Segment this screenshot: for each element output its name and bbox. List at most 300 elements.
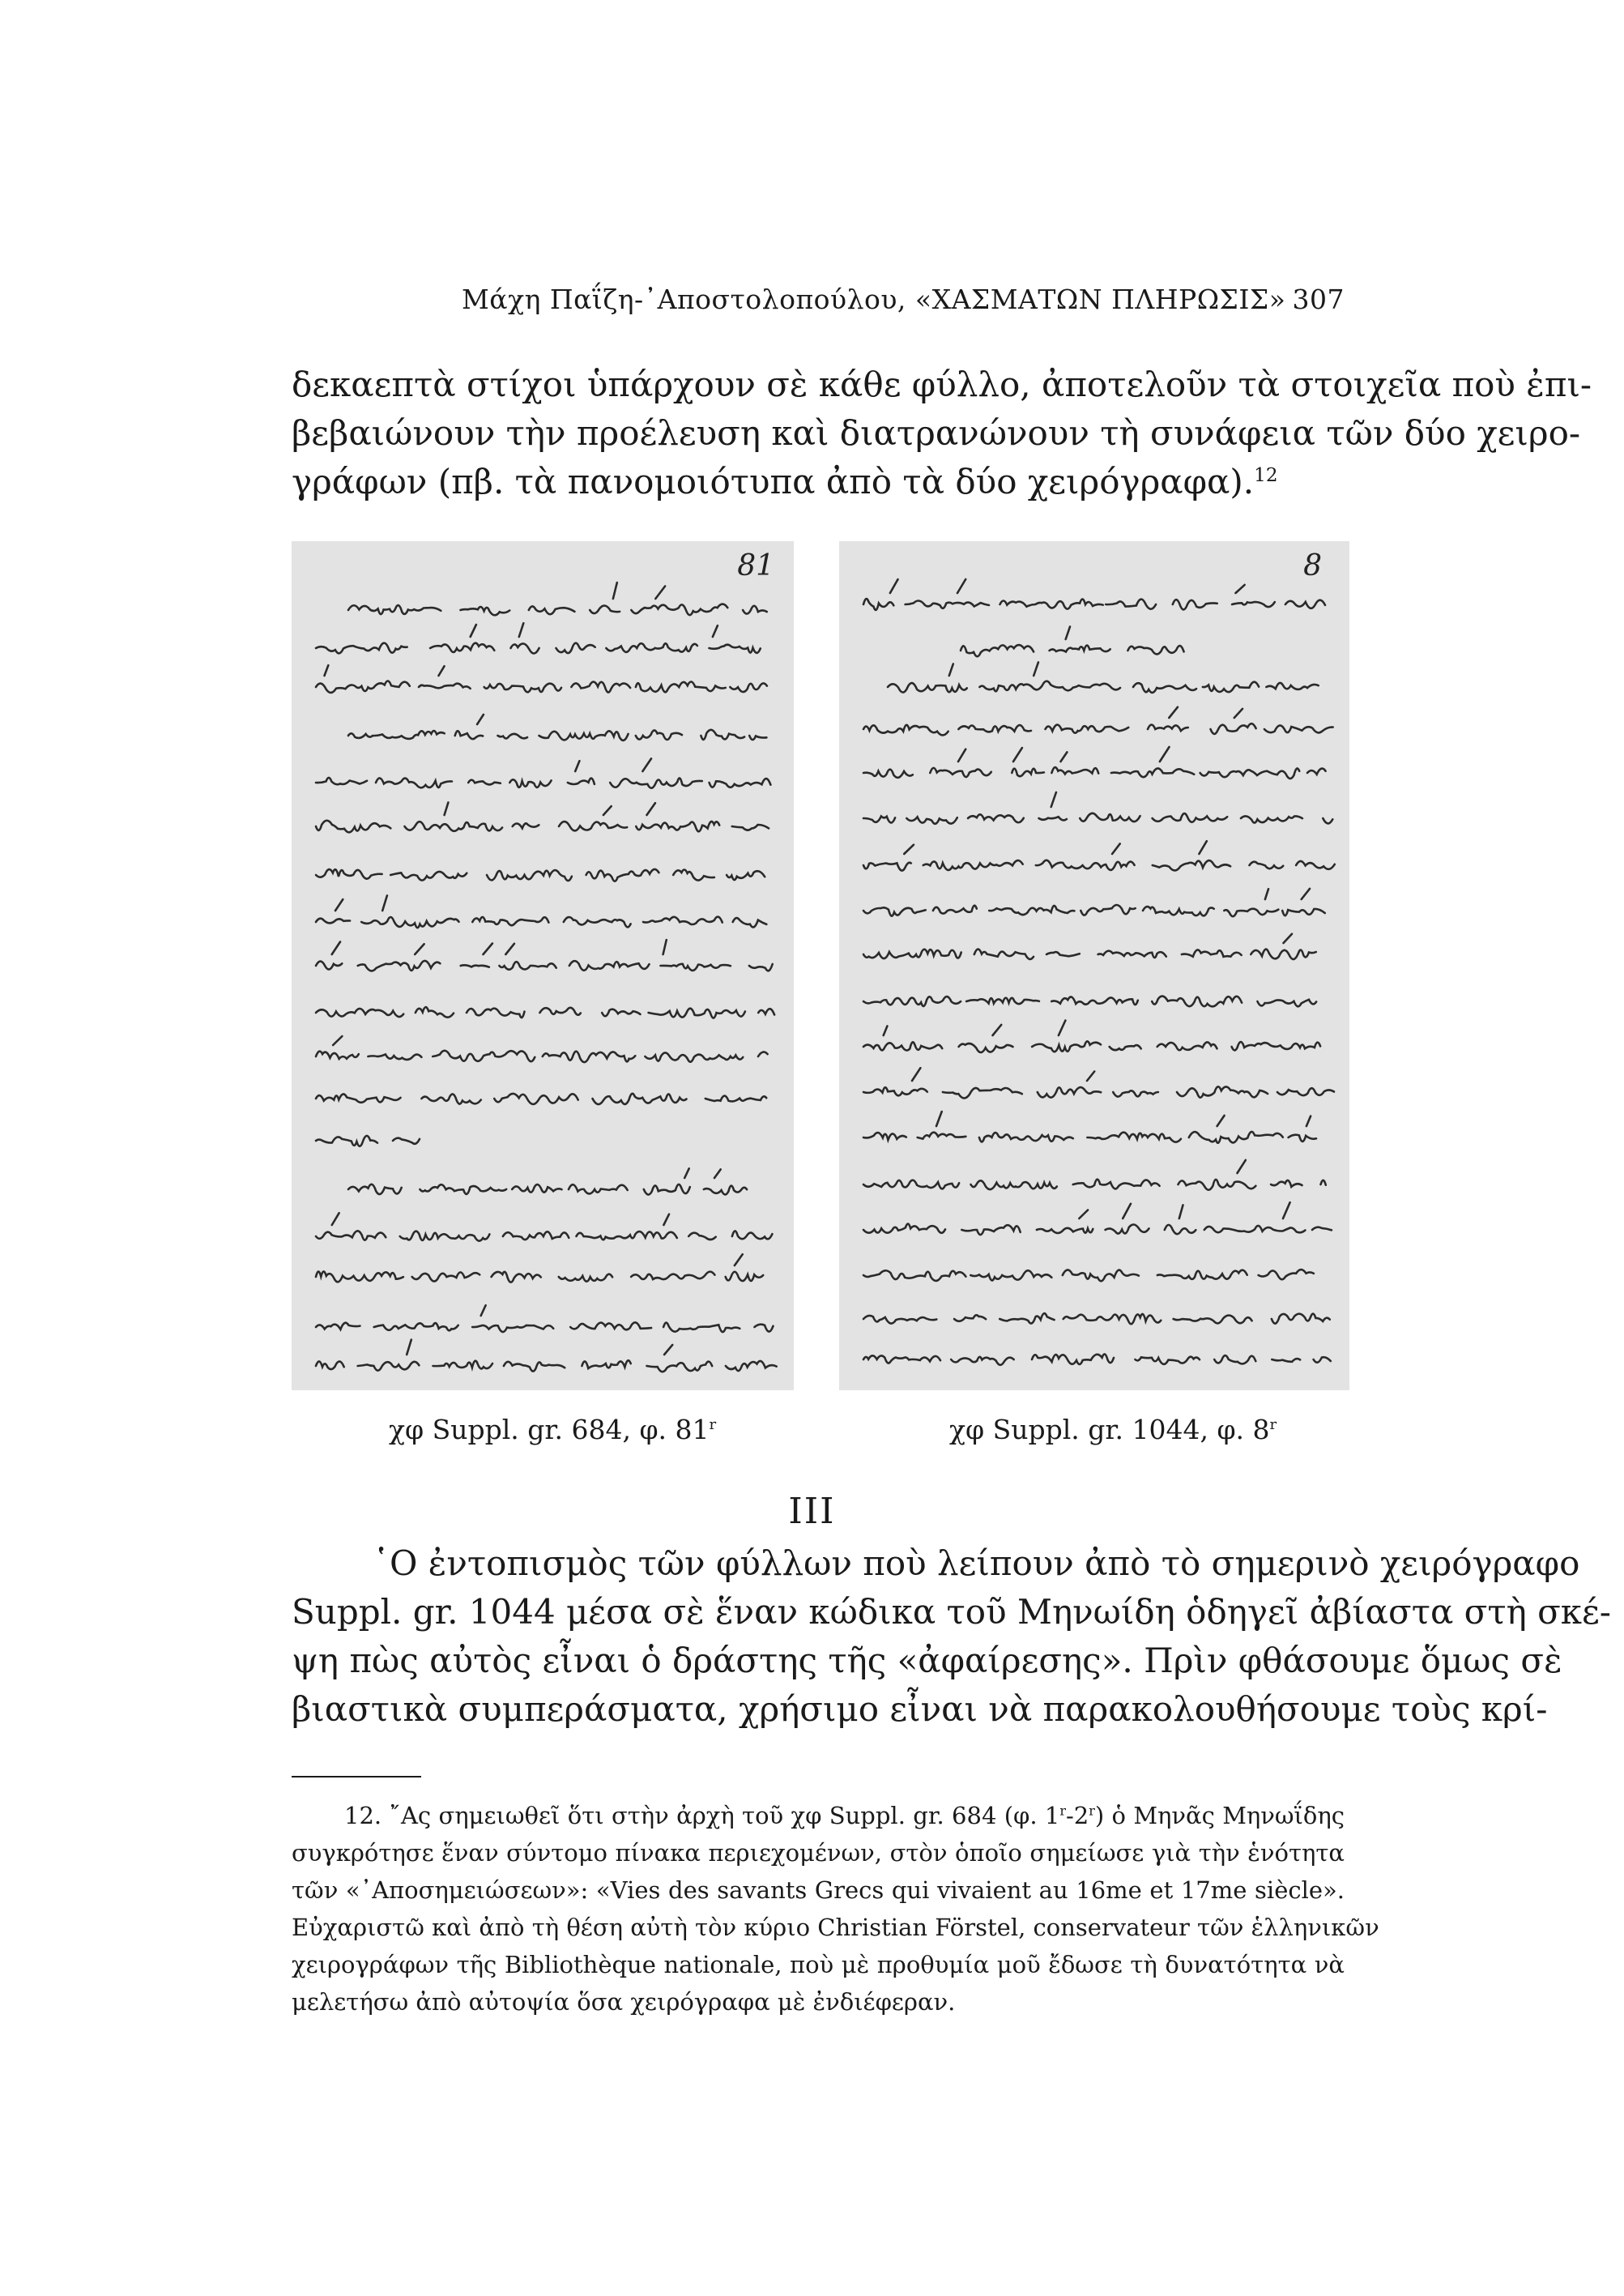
handwriting-word [1323, 818, 1332, 823]
folio-number: 81 [737, 549, 774, 583]
handwriting-word [316, 821, 390, 833]
handwriting-word [631, 604, 727, 616]
handwriting-word [1081, 905, 1135, 915]
handwriting-word [958, 725, 1031, 732]
handwriting-word [636, 730, 682, 740]
handwriting-word [1148, 725, 1188, 732]
handwriting-word [1272, 1359, 1300, 1362]
handwriting-accent [642, 758, 651, 771]
handwriting-word [673, 869, 714, 880]
handwriting-word [559, 822, 627, 830]
handwriting-word [316, 681, 410, 692]
handwriting-accent [957, 579, 965, 593]
handwriting-word [863, 1316, 936, 1324]
handwriting-word [1200, 769, 1300, 779]
handwriting-word [1073, 1180, 1160, 1189]
handwriting-accent [904, 845, 914, 854]
folio-number: 8 [1303, 549, 1322, 583]
handwriting-word [1232, 602, 1275, 607]
handwriting-word [582, 1360, 630, 1368]
handwriting-word [503, 1231, 569, 1240]
handwriting-word [400, 1231, 490, 1241]
section-heading: III [788, 1491, 836, 1532]
handwriting-word [1289, 1135, 1316, 1142]
handwriting-word [1106, 1224, 1149, 1233]
handwriting-word [1000, 600, 1103, 609]
handwriting-word [923, 860, 1023, 870]
text-line [292, 458, 1345, 506]
handwriting-word [1241, 816, 1302, 822]
handwriting-word [593, 1094, 687, 1104]
handwriting-word [749, 736, 766, 740]
handwriting-word [1036, 860, 1135, 870]
handwriting-word [688, 1233, 716, 1240]
handwriting-word [1157, 1042, 1217, 1050]
handwriting-word [758, 1009, 774, 1014]
handwriting-word [430, 643, 494, 652]
handwriting-word [433, 1051, 535, 1061]
handwriting-word [863, 863, 911, 871]
handwriting-word [979, 1133, 1073, 1142]
handwriting-word [643, 917, 722, 924]
handwriting-word [498, 734, 528, 739]
footnote-line [292, 1797, 1345, 1834]
handwriting-word [888, 683, 967, 692]
handwriting-accent [477, 715, 484, 724]
handwriting-word [1204, 1226, 1306, 1232]
handwriting-word [1224, 909, 1278, 916]
handwriting-word [1051, 767, 1098, 774]
handwriting-accent [663, 940, 667, 954]
handwriting-word [954, 1315, 986, 1321]
handwriting-word [863, 1355, 940, 1363]
handwriting-word [1182, 950, 1242, 956]
handwriting-word [1214, 1355, 1255, 1364]
handwriting-word [511, 643, 539, 653]
handwriting-word [732, 825, 769, 830]
handwriting-accent [655, 587, 665, 600]
handwriting-word [1039, 817, 1067, 820]
handwriting-word [863, 907, 926, 915]
text-line: βεβαιώνουν τὴν προέλευση καὶ διατρανώνουν τὴ συνάφεια τῶν δύο χειρο- [292, 413, 1581, 453]
handwriting-word [577, 1231, 677, 1240]
handwriting-word [636, 822, 719, 831]
handwriting-word [461, 965, 489, 967]
handwriting-word [968, 814, 1024, 822]
handwriting-accent [1013, 748, 1022, 762]
handwriting-word [705, 1096, 766, 1102]
handwriting-word [393, 1138, 420, 1144]
footnote-superscript: r [1089, 1803, 1095, 1819]
handwriting-word [571, 682, 630, 693]
caption-text: χφ Suppl. gr. 1044, φ. 8 [949, 1414, 1270, 1445]
handwriting-accent [332, 942, 340, 955]
handwriting-word [1282, 909, 1325, 915]
handwriting-word [863, 817, 895, 823]
handwriting-word [570, 1322, 651, 1329]
handwriting-word [1050, 646, 1110, 652]
handwriting-word [979, 681, 1061, 692]
handwriting-accent [603, 806, 612, 815]
handwriting-word [316, 1094, 401, 1102]
handwriting-word [316, 1009, 403, 1017]
handwriting-word [732, 1231, 773, 1239]
handwriting-word [390, 872, 467, 881]
handwriting-accent [890, 579, 898, 593]
handwriting-word [710, 645, 761, 653]
handwriting-word [1080, 813, 1140, 822]
handwriting-word [606, 643, 697, 652]
handwriting-word [316, 919, 350, 924]
handwriting-accent [333, 1036, 342, 1045]
handwriting-word [420, 1184, 506, 1194]
handwriting-word [504, 1362, 565, 1372]
handwriting-accent [1061, 752, 1068, 762]
handwriting-word [455, 731, 483, 739]
handwriting-word [660, 964, 731, 971]
handwriting-word [930, 768, 991, 777]
handwriting-word [1012, 769, 1044, 777]
handwriting-accent [1236, 585, 1245, 593]
handwriting-accent [1059, 1021, 1066, 1036]
handwriting-word [1232, 1042, 1321, 1050]
handwriting-word [1259, 1270, 1314, 1279]
handwriting-word [590, 606, 620, 614]
handwriting-word [1312, 1227, 1332, 1231]
handwriting-accent [993, 1025, 1002, 1035]
handwriting-word [316, 962, 342, 970]
handwriting-word [529, 606, 575, 614]
handwriting-accent [575, 761, 579, 771]
handwriting-word [1174, 1316, 1252, 1324]
handwriting-word [863, 1180, 959, 1189]
handwriting-accent [1234, 709, 1243, 718]
handwriting-word [316, 778, 367, 784]
handwriting-word [649, 1009, 745, 1018]
handwriting-accent [1160, 747, 1170, 762]
handwriting-word [1271, 1180, 1302, 1187]
handwriting-word [1264, 725, 1333, 732]
handwriting-word [943, 1088, 1022, 1099]
handwriting-word [710, 779, 771, 787]
handwriting-accent [335, 899, 343, 911]
handwriting-word [433, 1361, 493, 1369]
footnote-text: ) ὁ Μηνᾶς Μηνωΐδης [1094, 1802, 1345, 1829]
handwriting-word [989, 906, 1074, 915]
handwriting-word [933, 906, 977, 914]
handwriting-word [461, 607, 510, 615]
handwriting-word [1296, 861, 1335, 869]
handwriting-word [416, 1007, 454, 1018]
manuscript-facsimile-left [292, 541, 794, 1390]
handwriting-word [1111, 768, 1194, 777]
footnote-line: μελετήσω ἀπὸ αὐτοψία ὅσα χειρόγραφα μὲ ἐνδιέφεραν. [292, 1988, 956, 2016]
handwriting-accent [1051, 792, 1056, 807]
handwriting-accent [471, 625, 476, 637]
handwriting-word [539, 731, 629, 740]
handwriting-word [1153, 860, 1230, 870]
footnote-superscript: r [1059, 1803, 1066, 1819]
handwriting-word [701, 730, 744, 740]
handwriting-word [971, 1180, 1057, 1189]
running-head [292, 284, 1345, 324]
handwriting-word [863, 1133, 906, 1140]
footnote-text: -2 [1066, 1802, 1089, 1829]
caption-superscript: r [709, 1416, 717, 1433]
handwriting-word [484, 684, 561, 693]
handwriting-word [863, 770, 913, 778]
handwriting-accent [1169, 707, 1178, 718]
handwriting-accent [1302, 889, 1310, 899]
footnote-reference: 12 [1254, 465, 1278, 486]
handwriting-word [368, 1054, 421, 1060]
handwriting-word [361, 917, 458, 928]
handwriting-word [487, 870, 572, 881]
handwriting-accent [949, 664, 953, 676]
handwriting-accent [735, 1254, 743, 1265]
handwriting-word [472, 917, 548, 925]
handwriting-word [726, 1361, 777, 1371]
handwriting-word [316, 1361, 344, 1369]
handwriting-accent [1199, 841, 1206, 854]
handwriting-word [1272, 1314, 1330, 1324]
handwriting-word [1046, 952, 1080, 956]
text-line: Suppl. gr. 1044 μέσα σὲ ἕναν κώδικα τοῦ Μηνωίδη ὁδηγεῖ ἀβίαστα στὴ σκέ- [292, 1592, 1611, 1632]
handwriting-word [472, 1325, 553, 1332]
handwriting-word [636, 681, 726, 692]
handwriting-word [749, 964, 773, 971]
handwriting-word [1314, 1357, 1331, 1363]
handwriting-word [863, 599, 893, 610]
handwriting-word [743, 606, 767, 614]
handwriting-word [564, 917, 631, 927]
handwriting-accent [332, 1213, 339, 1225]
handwriting-word [316, 869, 382, 879]
footnote-line: τῶν «᾿Αποσημειώσεων»: «Vies des savants Grecs qui vivaient au 16me et 17me siècle». [292, 1876, 1345, 1904]
handwriting-accent [415, 944, 424, 954]
handwriting-image [839, 541, 1349, 1390]
handwriting-word [374, 1323, 458, 1330]
handwriting-word [1179, 1180, 1256, 1190]
handwriting-word [1189, 1132, 1283, 1143]
handwriting-accent [407, 1340, 411, 1355]
handwriting-accent [713, 625, 718, 637]
handwriting-word [959, 1043, 1013, 1052]
handwriting-accent [481, 1305, 486, 1316]
handwriting-word [704, 1186, 747, 1195]
handwriting-word [513, 823, 539, 828]
handwriting-word [1037, 1228, 1093, 1233]
handwriting-word [568, 779, 595, 784]
handwriting-word [863, 1270, 965, 1281]
handwriting-accent [484, 944, 492, 955]
handwriting-word [1063, 1270, 1139, 1281]
handwriting-accent [439, 666, 445, 676]
handwriting-accent [382, 895, 387, 911]
handwriting-word [1063, 684, 1120, 690]
page-number: 307 [1292, 284, 1345, 315]
handwriting-word [348, 731, 445, 739]
handwriting-word [556, 643, 595, 653]
handwriting-word [647, 1362, 713, 1372]
handwriting-word [1127, 646, 1183, 654]
handwriting-word [1032, 1041, 1101, 1052]
handwriting-word [419, 684, 471, 689]
handwriting-word [1257, 1000, 1316, 1006]
handwriting-accent [714, 1169, 721, 1178]
handwriting-word [412, 1272, 480, 1281]
handwriting-word [316, 643, 407, 654]
footnote-line: συγκρότησε ἕναν σύντομο πίνακα περιεχομένων, στὸν ὁποῖο σημείωσε γιὰ τὴν ἑνότητα [292, 1839, 1345, 1867]
handwriting-word [316, 1136, 377, 1146]
handwriting-word [610, 778, 702, 787]
caption-right [949, 1414, 1277, 1445]
handwriting-word [1046, 725, 1129, 733]
handwriting-word [509, 779, 551, 787]
running-head-title: Μάχη Παΐζη-᾿Αποστολοπούλου, «ΧΑΣΜΑΤΩΝ ΠΛΗΡΩΣΙΣ» [462, 284, 1286, 315]
handwriting-word [512, 1184, 561, 1193]
handwriting-word [631, 1272, 714, 1279]
handwriting-word [316, 1052, 359, 1059]
handwriting-word [918, 1133, 966, 1139]
handwriting-word [492, 1272, 541, 1282]
handwriting-word [559, 1274, 612, 1282]
handwriting-word [1000, 1313, 1054, 1323]
handwriting-word [316, 1271, 403, 1282]
handwriting-word [586, 869, 659, 881]
handwriting-word [1173, 600, 1217, 609]
handwriting-word [1250, 862, 1284, 868]
caption-text: χφ Suppl. gr. 684, φ. 81 [389, 1414, 710, 1445]
handwriting-word [755, 1325, 774, 1332]
handwriting-word [1063, 1314, 1162, 1324]
handwriting-word [970, 1270, 1051, 1280]
handwriting-word [961, 1225, 1020, 1235]
handwriting-word [1165, 1225, 1196, 1234]
handwriting-word [906, 817, 957, 823]
handwriting-word [863, 725, 948, 736]
handwriting-accent [1087, 1072, 1094, 1082]
handwriting-word [494, 1094, 578, 1104]
text-line-content: γράφων (πβ. τὰ πανομοιότυπα ἀπὸ τὰ δύο χειρόγραφα). [292, 462, 1255, 501]
text-line: δεκαεπτὰ στίχοι ὑπάρχουν σὲ κάθε φύλλο, ἀποτελοῦν τὰ στοιχεῖα ποὺ ἐπι- [292, 365, 1592, 404]
handwriting-word [543, 1052, 636, 1062]
handwriting-accent [1306, 1116, 1311, 1126]
handwriting-word [1266, 683, 1318, 689]
handwriting-accent [664, 1345, 672, 1355]
handwriting-word [906, 601, 989, 608]
handwriting-accent [912, 1068, 920, 1081]
handwriting-strokes [863, 579, 1335, 1365]
footnote-text: 12. ῎Ας σημειωθεῖ ὅτι στὴν ἀρχὴ τοῦ χφ Suppl. gr. 684 (φ. 1 [344, 1802, 1060, 1829]
handwriting-word [863, 1224, 945, 1233]
handwriting-word [499, 962, 556, 970]
handwriting-word [467, 1009, 525, 1018]
handwriting-word [1038, 1087, 1101, 1098]
handwriting-accent [1284, 934, 1293, 943]
handwriting-accent [1123, 1204, 1131, 1218]
handwriting-word [1307, 769, 1326, 775]
handwriting-image [292, 541, 794, 1390]
handwriting-word [348, 1184, 402, 1194]
handwriting-word [1157, 1270, 1247, 1279]
caption-superscript: r [1269, 1416, 1277, 1433]
footnote [292, 1797, 1379, 2021]
handwriting-accent [613, 583, 617, 599]
handwriting-word [1098, 951, 1166, 958]
handwriting-word [726, 1272, 764, 1281]
handwriting-word [974, 950, 1034, 959]
handwriting-word [730, 683, 767, 692]
handwriting-word [1285, 600, 1325, 608]
handwriting-word [758, 1052, 768, 1056]
body-paragraph-1 [292, 361, 1592, 506]
handwriting-word [1153, 813, 1228, 822]
handwriting-word [863, 950, 961, 958]
handwriting-accent [1112, 843, 1120, 854]
handwriting-word [1251, 950, 1316, 959]
handwriting-accent [1238, 1160, 1246, 1173]
handwriting-word [1152, 996, 1242, 1007]
footnote-line: χειρογράφων τῆς Bibliothèque nationale, ποὺ μὲ προθυμία μοῦ ἔδωσε τὴ δυνατότητα νὰ [292, 1951, 1345, 1978]
handwriting-word [1113, 1090, 1158, 1096]
handwriting-accent [1079, 1210, 1088, 1219]
handwriting-word [569, 1184, 628, 1193]
handwriting-word [645, 1052, 743, 1061]
handwriting-word [644, 1184, 690, 1195]
handwriting-word [1106, 600, 1156, 609]
handwriting-accent [684, 1168, 689, 1178]
handwriting-accent [1179, 1205, 1183, 1218]
handwriting-word [1110, 1045, 1141, 1050]
handwriting-strokes [316, 583, 794, 1372]
handwriting-accent [884, 1026, 888, 1036]
handwriting-word [1032, 1354, 1114, 1364]
handwriting-word [421, 1094, 480, 1103]
handwriting-word [733, 918, 767, 927]
body-paragraph-2 [292, 1539, 1611, 1734]
handwriting-accent [1283, 1202, 1290, 1218]
text-line: ψη πὼς αὐτὸς εἶναι ὁ δράστης τῆς «ἀφαίρεσης». Πρὶν φθάσουμε ὅμως σὲ [292, 1641, 1562, 1680]
handwriting-word [1277, 1088, 1334, 1095]
handwriting-word [468, 780, 501, 785]
handwriting-word [663, 1323, 740, 1332]
handwriting-word [539, 1008, 580, 1015]
handwriting-word [951, 1357, 1014, 1365]
handwriting-word [358, 1362, 420, 1371]
handwriting-word [1203, 682, 1259, 692]
handwriting-word [727, 871, 765, 880]
handwriting-word [1051, 997, 1138, 1005]
handwriting-accent [505, 944, 514, 954]
footnote-rule [292, 1776, 421, 1777]
handwriting-word [1321, 1180, 1326, 1185]
handwriting-accent [519, 623, 524, 637]
text-line: βιαστικὰ συμπεράσματα, χρήσιμο εἶναι νὰ παρακολουθήσουμε τοὺς κρί- [292, 1689, 1548, 1729]
handwriting-word [569, 961, 650, 971]
handwriting-word [316, 1231, 386, 1240]
handwriting-word [1177, 1086, 1268, 1097]
handwriting-accent [1034, 663, 1038, 676]
caption-left [389, 1414, 716, 1445]
handwriting-accent [663, 1214, 669, 1225]
footnote-line: Εὐχαριστῶ καὶ ἀπὸ τὴ θέση αὐτὴ τὸν κύριο Christian Förstel, conservateur τῶν ἑλληνικῶν [292, 1914, 1379, 1941]
handwriting-word [376, 778, 452, 787]
handwriting-word [1135, 1357, 1200, 1364]
handwriting-word [863, 1042, 942, 1050]
handwriting-accent [325, 665, 329, 676]
handwriting-word [863, 996, 961, 1006]
